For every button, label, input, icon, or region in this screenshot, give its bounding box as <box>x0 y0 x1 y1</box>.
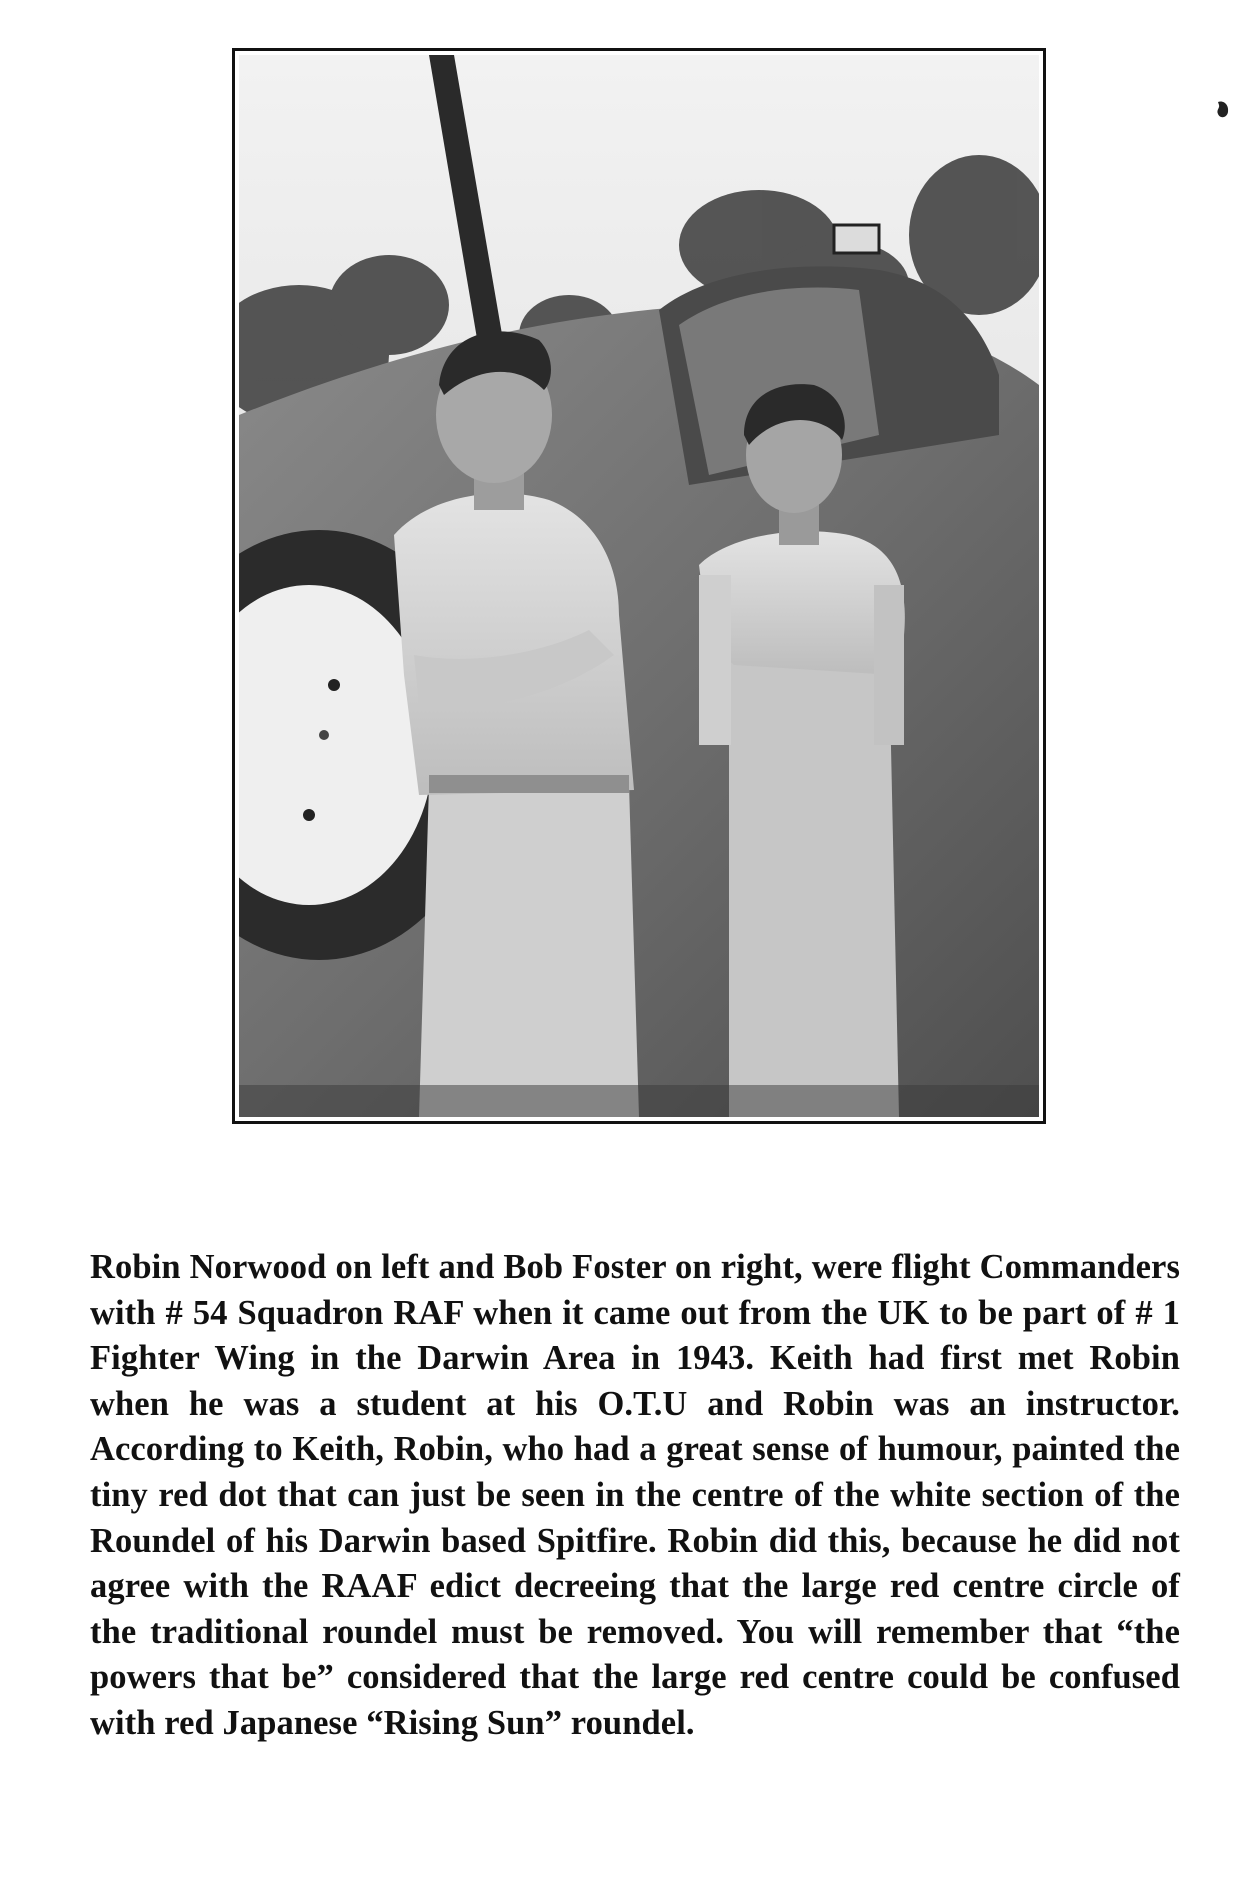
speck-mark <box>1216 100 1230 120</box>
photo-caption: Robin Norwood on left and Bob Foster on right, were flight Commanders with # 54 Squadron RAF when it came out from the UK to be part of # 1 Fighter Wing in the Darwin Area in 1943. Keith had first met Robin when he was a student at his O.T.U and Robin was an instructor. According to Keith, Robin, who had a great sense of humour, painted the tiny red dot that can just be seen in the centre of the white section of the Roundel of his Darwin based Spitfire. Robin did this, because he did not agree with the RAAF edict decreeing that the large red centre circle of the traditional roundel must be removed. You will remember that “the powers that be” considered that the large red centre could be confused with red Japanese “Rising Sun” roundel. <box>90 1248 1180 1742</box>
spitfire-photo <box>239 55 1039 1117</box>
photograph <box>232 48 1046 1124</box>
